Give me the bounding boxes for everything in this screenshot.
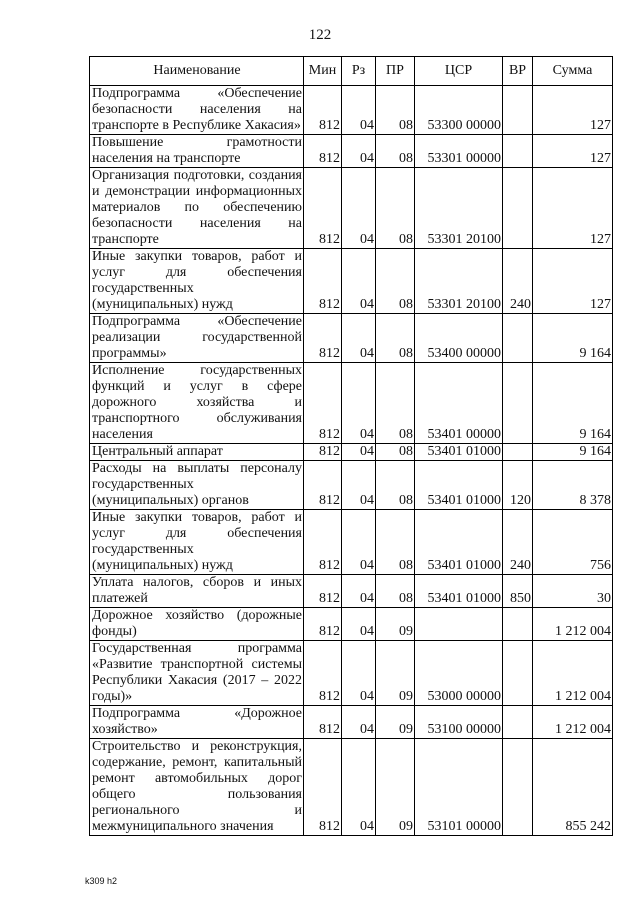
- cell-csr: 53401 01000: [415, 461, 503, 510]
- cell-sum: 9 164: [533, 444, 613, 461]
- cell-rz: 04: [342, 510, 376, 575]
- table-row: [90, 135, 613, 168]
- cell-min: 812: [304, 135, 342, 168]
- header-min: Мин: [304, 57, 342, 86]
- cell-sum: 855 242: [533, 739, 613, 836]
- cell-sum: 756: [533, 510, 613, 575]
- cell-sum: 127: [533, 86, 613, 135]
- cell-name: Строительство и реконструкция, содержание, ремонт, капитальный ремонт автомобильных дорог общего пользования регионального и межмуниципального значения: [90, 739, 304, 836]
- budget-table: [89, 56, 613, 836]
- table-row: [90, 510, 613, 575]
- cell-name: Иные закупки товаров, работ и услуг для обеспечения государственных (муниципальных) нужд: [90, 510, 304, 575]
- cell-vr: [503, 739, 533, 836]
- cell-rz: 04: [342, 641, 376, 706]
- footer-code: k309 h2: [85, 876, 118, 886]
- cell-rz: 04: [342, 135, 376, 168]
- table-row: [90, 249, 613, 314]
- cell-sum: 1 212 004: [533, 641, 613, 706]
- cell-pr: 08: [376, 575, 415, 608]
- cell-pr: 08: [376, 510, 415, 575]
- cell-min: 812: [304, 575, 342, 608]
- cell-rz: 04: [342, 86, 376, 135]
- header-pr: ПР: [376, 57, 415, 86]
- cell-vr: [503, 444, 533, 461]
- cell-rz: 04: [342, 461, 376, 510]
- cell-name: Расходы на выплаты персоналу государственных (муниципальных) органов: [90, 461, 304, 510]
- table-header-row: [90, 57, 613, 86]
- cell-rz: 04: [342, 314, 376, 363]
- cell-name: Повышение грамотности населения на транспорте: [90, 135, 304, 168]
- cell-rz: 04: [342, 608, 376, 641]
- table-row: [90, 363, 613, 444]
- cell-name: Уплата налогов, сборов и иных платежей: [90, 575, 304, 608]
- cell-pr: 08: [376, 135, 415, 168]
- table-row: [90, 444, 613, 461]
- header-rz: Рз: [342, 57, 376, 86]
- cell-name: Подпрограмма «Обеспечение безопасности населения на транспорте в Республике Хакасия»: [90, 86, 304, 135]
- cell-pr: 08: [376, 86, 415, 135]
- cell-rz: 04: [342, 168, 376, 249]
- cell-sum: 1 212 004: [533, 608, 613, 641]
- cell-vr: [503, 608, 533, 641]
- table-row: [90, 641, 613, 706]
- cell-rz: 04: [342, 249, 376, 314]
- table-row: [90, 608, 613, 641]
- cell-csr: 53100 00000: [415, 706, 503, 739]
- cell-csr: 53401 01000: [415, 510, 503, 575]
- cell-sum: 8 378: [533, 461, 613, 510]
- header-sum: Сумма: [533, 57, 613, 86]
- cell-pr: 08: [376, 314, 415, 363]
- cell-vr: [503, 135, 533, 168]
- cell-min: 812: [304, 641, 342, 706]
- cell-vr: 240: [503, 249, 533, 314]
- cell-vr: 850: [503, 575, 533, 608]
- cell-min: 812: [304, 86, 342, 135]
- table-row: [90, 314, 613, 363]
- header-name: Наименование: [90, 57, 304, 86]
- cell-csr: 53401 01000: [415, 444, 503, 461]
- cell-name: Центральный аппарат: [90, 444, 304, 461]
- cell-min: 812: [304, 363, 342, 444]
- cell-min: 812: [304, 608, 342, 641]
- cell-csr: 53401 00000: [415, 363, 503, 444]
- page-number: 122: [308, 27, 332, 43]
- cell-vr: [503, 86, 533, 135]
- table-row: [90, 168, 613, 249]
- cell-name: Организация подготовки, создания и демонстрации информационных материалов по обеспечению безопасности населения на транспорте: [90, 168, 304, 249]
- cell-min: 812: [304, 168, 342, 249]
- cell-pr: 08: [376, 363, 415, 444]
- cell-rz: 04: [342, 739, 376, 836]
- cell-vr: [503, 363, 533, 444]
- table-body: [90, 86, 613, 836]
- cell-vr: [503, 706, 533, 739]
- cell-vr: [503, 168, 533, 249]
- cell-pr: 09: [376, 706, 415, 739]
- cell-csr: 53401 01000: [415, 575, 503, 608]
- cell-min: 812: [304, 461, 342, 510]
- cell-name: Подпрограмма «Дорожное хозяйство»: [90, 706, 304, 739]
- cell-sum: 30: [533, 575, 613, 608]
- cell-sum: 9 164: [533, 363, 613, 444]
- cell-name: Иные закупки товаров, работ и услуг для обеспечения государственных (муниципальных) нужд: [90, 249, 304, 314]
- cell-name: Государственная программа «Развитие транспортной системы Республики Хакасия (2017 – 2022 годы)»: [90, 641, 304, 706]
- cell-sum: 9 164: [533, 314, 613, 363]
- cell-rz: 04: [342, 575, 376, 608]
- cell-vr: [503, 641, 533, 706]
- cell-name: Дорожное хозяйство (дорожные фонды): [90, 608, 304, 641]
- cell-pr: 09: [376, 641, 415, 706]
- table-row: [90, 575, 613, 608]
- cell-csr: 53301 20100: [415, 249, 503, 314]
- cell-min: 812: [304, 444, 342, 461]
- cell-sum: 127: [533, 249, 613, 314]
- cell-pr: 09: [376, 608, 415, 641]
- cell-csr: 53400 00000: [415, 314, 503, 363]
- cell-csr: 53300 00000: [415, 86, 503, 135]
- cell-sum: 127: [533, 168, 613, 249]
- cell-csr: 53301 20100: [415, 168, 503, 249]
- cell-min: 812: [304, 739, 342, 836]
- cell-rz: 04: [342, 363, 376, 444]
- header-vr: ВР: [503, 57, 533, 86]
- table-row: [90, 86, 613, 135]
- cell-vr: 240: [503, 510, 533, 575]
- cell-pr: 08: [376, 249, 415, 314]
- cell-csr: 53301 00000: [415, 135, 503, 168]
- table-row: [90, 706, 613, 739]
- cell-pr: 09: [376, 739, 415, 836]
- cell-min: 812: [304, 706, 342, 739]
- cell-sum: 127: [533, 135, 613, 168]
- cell-min: 812: [304, 314, 342, 363]
- cell-pr: 08: [376, 444, 415, 461]
- cell-rz: 04: [342, 706, 376, 739]
- cell-name: Исполнение государственных функций и услуг в сфере дорожного хозяйства и транспортного обслуживания населения: [90, 363, 304, 444]
- cell-name: Подпрограмма «Обеспечение реализации государственной программы»: [90, 314, 304, 363]
- cell-min: 812: [304, 249, 342, 314]
- cell-rz: 04: [342, 444, 376, 461]
- cell-csr: 53101 00000: [415, 739, 503, 836]
- table-row: [90, 739, 613, 836]
- header-csr: ЦСР: [415, 57, 503, 86]
- cell-min: 812: [304, 510, 342, 575]
- cell-pr: 08: [376, 461, 415, 510]
- cell-pr: 08: [376, 168, 415, 249]
- cell-vr: [503, 314, 533, 363]
- cell-csr: 53000 00000: [415, 641, 503, 706]
- cell-vr: 120: [503, 461, 533, 510]
- table-row: [90, 461, 613, 510]
- cell-csr: [415, 608, 503, 641]
- cell-sum: 1 212 004: [533, 706, 613, 739]
